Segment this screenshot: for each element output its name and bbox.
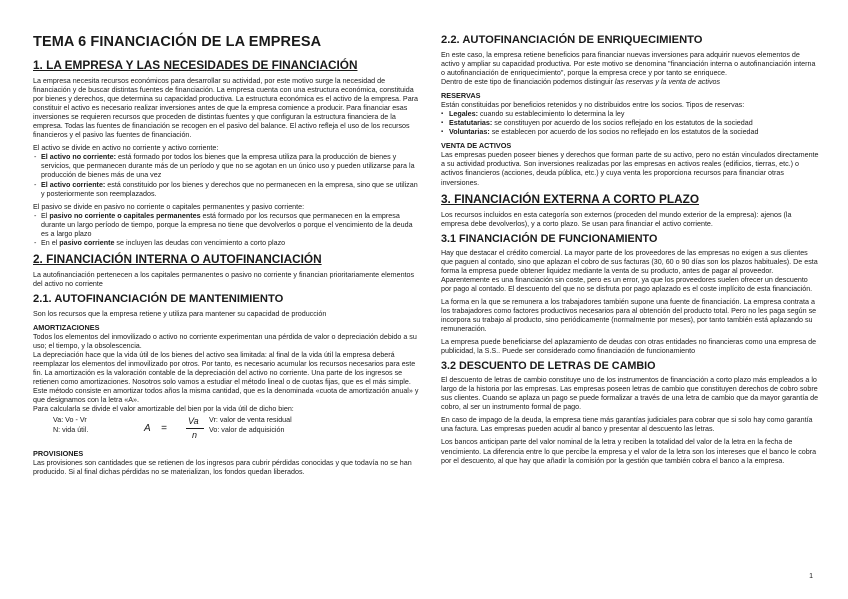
list-reservas bbox=[441, 110, 819, 137]
formula-numerator: Va bbox=[188, 416, 199, 427]
paragraph-func-2: La forma en la que se remunera a los trabajadores también supone una fuente de financiación. La empresa contrata a los trabajadores como factores productivos necesarios para al obtención del producto total. Pero no les paga según se incorpora su trabajo al producto, sino periódicamente (normalmente por meses), por tanto también está aplazando su remuneración. bbox=[441, 297, 817, 334]
list-item: ▪ Voluntarias: se establecen por acuerdo de los socios no reflejado en los estatutos de la sociedad bbox=[441, 128, 819, 137]
list-item: - El activo corriente: está constituido por los bienes y derechos que no permanecen en la empresa, sino que se utilizan y posteriormente son reemplazados. bbox=[33, 181, 419, 199]
paragraph-amort-2: La depreciación hace que la vida útil de los bienes del activo sea limitada: al final de la vida útil la empresa deberá reemplazar los elementos del inmovilizado por otros. Por tanto, es necesario acumular los recursos necesarios para este fin. La amortización es la valoración contable de la depreciación del activo no corriente. Una parte de los ingresos se retienen como amortizaciones. Nosotros solo vamos a estudiar el método lineal o de cuotas fijas, que es el más simple. bbox=[33, 351, 416, 387]
heading-venta-activos: VENTA DE ACTIVOS bbox=[441, 141, 512, 151]
heading-funcionamiento: 3.1 FINANCIACIÓN DE FUNCIONAMIENTO bbox=[441, 232, 658, 245]
paragraph-intro: La empresa necesita recursos económicos para desarrollar su actividad, por este motivo surge la necesidad de financiación y de buscar distintas fuentes de financiación. La empresa cuenta con una estructura económica, constituida por bienes y derechos, que determina su capacidad productiva. La estructura económica es el activo de la empresa. Para constituir el activo es necesario realizar inversiones antes de que la empresa comience a producir. Para financiar esas inversiones se requieren recursos que proceden de distintas fuentes y que configuran la estructura financiera de la empresa. Todas las fuentes de financiación se recogen en el pasivo del balance. El activo refleja el uso de los recursos financieros y el pasivo las fuentes de financiación. bbox=[33, 77, 419, 140]
heading-interna: 2. FINANCIACIÓN INTERNA O AUTOFINANCIACIÓN bbox=[33, 251, 322, 266]
heading-enriquecimiento: 2.2. AUTOFINANCIACIÓN DE ENRIQUECIMIENTO bbox=[441, 34, 703, 46]
paragraph-desc-3: Los bancos anticipan parte del valor nominal de la letra y reciben la totalidad del valor de la letra en la fecha de vencimiento. La diferencia entre lo que percibe la empresa y el valor de la letra son los intereses que el banco le cobra por el descuento, al que hay que añadir la comisión por la gestión que también cobra el banco a la empresa. bbox=[441, 438, 817, 465]
list-item: ▪ Estatutarias: se constituyen por acuerdo de los socios reflejado en los estatutos de la sociedad bbox=[441, 119, 819, 128]
paragraph-venta: Las empresas pueden poseer bienes y derechos que forman parte de su activo, pero no están vinculados directamente a su actividad productiva. Son inversiones realizadas por las empresas en activos reales (edificios, tierras, etc.) o activos financieros (acciones, deuda pública, etc.) y cuya venta les proporciona recursos para financiar otras inversiones. bbox=[441, 151, 819, 187]
paragraph-desc-2: En caso de impago de la deuda, la empresa tiene más garantías judiciales para cobrar que si solo hay como garantía una factura. Las empresas pueden acudir al banco y presentar al descuento las letras. bbox=[441, 416, 813, 434]
formula-vo-definition: Vo: valor de adquisición bbox=[209, 426, 285, 435]
heading-amortizaciones: AMORTIZACIONES bbox=[33, 322, 100, 332]
paragraph-pasivo: El pasivo se divide en pasivo no corriente o capitales permanentes y pasivo corriente: bbox=[33, 202, 305, 211]
list-pasivo bbox=[33, 212, 419, 248]
paragraph-func-3: La empresa puede beneficiarse del aplazamiento de deudas con otras entidades no financieras como una empresa de publicidad, la S.S.. Puede ser considerado como financiación de funcionamiento bbox=[441, 338, 817, 356]
formula-denominator: n bbox=[192, 430, 198, 441]
paragraph-provisiones: Las provisiones son cantidades que se retienen de los ingresos para cubrir pérdidas conocidas y que todavía no se han producido. Si al final dichas pérdidas no se materializan, los fondos quedan liberados. bbox=[33, 459, 412, 477]
list-activo bbox=[33, 153, 419, 198]
formula-vr-definition: Vr: valor de venta residual bbox=[209, 416, 292, 425]
paragraph-reservas: Están constituidas por beneficios retenidos y no distribuidos entre los socios. Tipos de reservas: bbox=[441, 101, 745, 110]
paragraph-amort-3: Este método consiste en amortizar todos años la misma cantidad, que es la denominada «cuota de amortización anual» y que designamos con la letra «A». bbox=[33, 387, 419, 405]
right-column bbox=[441, 34, 819, 470]
formula-fraction-line bbox=[186, 428, 204, 429]
paragraph-amort-4: Para calcularla se divide el valor amortizable del bien por la vida útil de dicho bien: bbox=[33, 405, 294, 414]
paragraph-enriq-2: Dentro de este tipo de financiación podemos distinguir las reservas y la venta de activos bbox=[441, 78, 721, 87]
amortization-formula bbox=[33, 415, 419, 445]
formula-n-definition: N: vida útil. bbox=[53, 426, 89, 435]
formula-a: A bbox=[144, 423, 151, 435]
list-item: - El activo no corriente: está formado por todos los bienes que la empresa utiliza para la producción de bienes y servicios, que permanecen durante más de un período y que no se agotan en un único uso y pueden utilizarse para la producción de bienes más de una vez bbox=[33, 153, 419, 180]
list-item: - El pasivo no corriente o capitales permanentes está formado por los recursos que permanecen en la empresa durante un largo período de tiempo, porque la empresa no tiene que devolverlos o porque el vencimiento de la deuda es a largo plazo bbox=[33, 212, 419, 239]
paragraph-interna: La autofinanciación pertenecen a los capitales permanentes o pasivo no corriente y financian prioritariamente elementos del activo no corriente bbox=[33, 270, 415, 288]
paragraph-mantenimiento: Son los recursos que la empresa retiene y utiliza para mantener su capacidad de producción bbox=[33, 309, 327, 318]
page-number: 1 bbox=[809, 573, 813, 580]
heading-mantenimiento: 2.1. AUTOFINANCIACIÓN DE MANTENIMIENTO bbox=[33, 292, 284, 305]
paragraph-activo: El activo se divide en activo no corriente y activo corriente: bbox=[33, 144, 219, 153]
paragraph-externa: Los recursos incluidos en esta categoría son externos (proceden del mundo exterior de la empresa): ajenos (la empresa debe devolverlos), y a corto plazo. Se usan para financiar el activo corriente. bbox=[441, 210, 792, 228]
heading-necesidades: 1. LA EMPRESA Y LAS NECESIDADES DE FINANCIACIÓN bbox=[33, 58, 358, 72]
formula-va-definition: Va: Vo - Vr bbox=[53, 416, 87, 425]
paragraph-enriq-1: En este caso, la empresa retiene beneficios para financiar nuevas inversiones para adquirir nuevos elementos de activo y ampliar su capacidad productiva. Por este motivo se denomina "financiación interna o autofinanciación interna o autofinanciación de enriquecimiento", porque la empresa crece y por tanto se enriquece. bbox=[441, 51, 816, 78]
left-column bbox=[33, 34, 419, 482]
paragraph-amort-1: Todos los elementos del inmovilizado o activo no corriente experimentan una pérdida de valor o depreciación debido a su uso; el tiempo, y la obsolescencia. bbox=[33, 332, 417, 351]
heading-provisiones: PROVISIONES bbox=[33, 449, 84, 459]
heading-externa: 3. FINANCIACIÓN EXTERNA A CORTO PLAZO bbox=[441, 191, 700, 206]
heading-reservas: RESERVAS bbox=[441, 91, 481, 101]
page-title: TEMA 6 FINANCIACIÓN DE LA EMPRESA bbox=[33, 34, 322, 50]
paragraph-desc-1: El descuento de letras de cambio constituye uno de los instrumentos de financiación a corto plazo más empleados a lo largo de la historia por las empresas. Las empresas poseen letras de cambio que constituyen derechos de cobro sobre sus clientes. Cuando se aplaza un pago se puede formalizar a través de una letra de cambio que da mayor garantía de cobro, al ser un instrumento formal de pago. bbox=[441, 376, 819, 412]
list-item: ▪ Legales: cuando su establecimiento lo determina la ley bbox=[441, 110, 819, 119]
formula-equals: = bbox=[161, 423, 167, 435]
list-item: - En el pasivo corriente se incluyen las deudas con vencimiento a corto plazo bbox=[33, 239, 419, 248]
heading-descuento: 3.2 DESCUENTO DE LETRAS DE CAMBIO bbox=[441, 360, 656, 373]
paragraph-func-1: Hay que destacar el crédito comercial. La mayor parte de los proveedores de las empresas no exigen a sus clientes que paguen al contado, sino que aplazan el cobro de sus facturas (30, 60 o 90 días son los plazos habituales). De esta forma la empresa puede obtener liquidez mediante la venta de su producto, antes de pagar al proveedor. Aparentemente es una financiación sin coste, pero es un error, ya que los proveedores suelen ofrecer un descuento por pago al contado. El descuento del que no se disfruta por pago aplazado es el coste implícito de esta financiación. bbox=[441, 248, 818, 293]
